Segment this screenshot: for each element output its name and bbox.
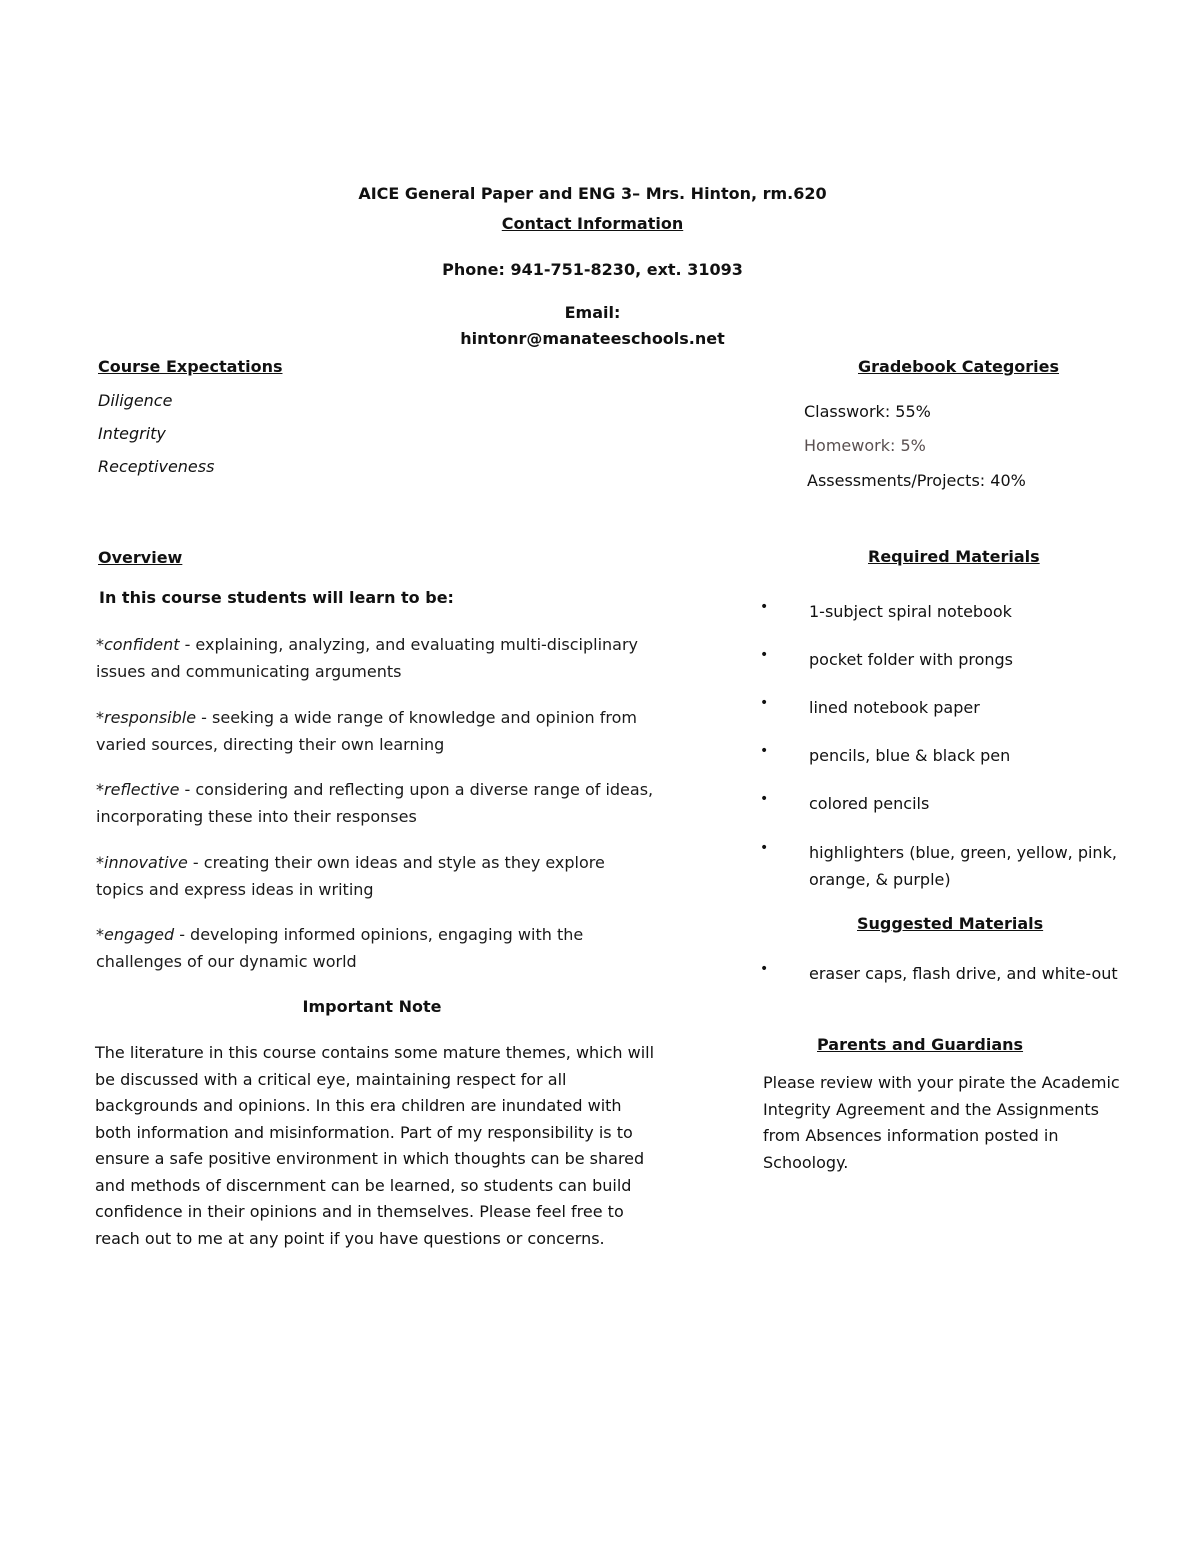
important-note-heading: Important Note [302,997,442,1016]
parents-guardians-body: Please review with your pirate the Academic Integrity Agreement and the Assignments from Absences information posted in Schoology. [763,1073,1120,1172]
trait-prefix: * [96,708,104,727]
overview-intro: In this course students will learn to be: [99,588,454,607]
parents-guardians-heading: Parents and Guardians [817,1035,1024,1054]
required-material-item: pocket folder with prongs [809,650,1014,669]
trait-description: - seeking a wide range of knowledge and opinion from varied sources, directing their own learning [96,708,637,754]
bullet-icon: • [760,840,769,856]
expectation-item: Integrity [98,424,166,443]
required-material-item: highlighters (blue, green, yellow, pink, orange, & purple) [809,843,1117,889]
phone-number: Phone: 941-751-8230, ext. 31093 [442,260,743,279]
trait-term: engaged [104,925,175,944]
trait-paragraph [96,850,656,903]
expectation-item: Diligence [98,391,173,410]
trait-prefix: * [96,780,104,799]
trait-description: - explaining, analyzing, and evaluating multi-disciplinary issues and communicating arguments [96,635,639,681]
bullet-icon: • [760,647,769,663]
required-material-item: lined notebook paper [809,698,980,717]
course-expectations-heading: Course Expectations [98,357,283,376]
contact-heading: Contact Information [501,214,684,233]
bullet-icon: • [760,599,769,615]
trait-description: - developing informed opinions, engaging with the challenges of our dynamic world [96,925,584,971]
important-note-body: The literature in this course contains some mature themes, which will be discussed with a critical eye, maintaining respect for all backgrounds and opinions. In this era children are inundated with both information and misinformation. Part of my responsibility is to ensure a safe positive environment in which thoughts can be shared and methods of discernment can be learned, so students can build confidence in their opinions and in themselves. Please feel free to reach out to me at any point if you have questions or concerns. [95,1043,655,1248]
required-material-item: colored pencils [809,794,930,813]
email-address[interactable]: hintonr@manateeschools.net [460,329,725,348]
required-material-item: 1-subject spiral notebook [809,602,1012,621]
trait-term: reflective [104,780,180,799]
gradebook-item: Classwork: 55% [804,402,931,421]
bullet-icon: • [760,961,769,977]
trait-description: - creating their own ideas and style as they explore topics and express ideas in writing [96,853,605,899]
email-label: Email: [564,303,621,322]
trait-paragraph [96,922,656,975]
trait-term: innovative [104,853,188,872]
bullet-icon: • [760,743,769,759]
trait-description: - considering and reflecting upon a diverse range of ideas, incorporating these into their responses [96,780,654,826]
gradebook-item: Assessments/Projects: 40% [807,471,1026,490]
trait-paragraph [96,705,656,758]
suggested-material-item: eraser caps, flash drive, and white-out [809,964,1118,983]
trait-term: confident [104,635,180,654]
trait-prefix: * [96,853,104,872]
bullet-icon: • [760,791,769,807]
trait-term: responsible [104,708,197,727]
gradebook-heading: Gradebook Categories [858,357,1060,376]
overview-heading: Overview [98,548,183,567]
document-title: AICE General Paper and ENG 3– Mrs. Hinton, rm.620 [358,184,827,203]
gradebook-item: Homework: 5% [804,436,926,455]
trait-prefix: * [96,635,104,654]
trait-prefix: * [96,925,104,944]
trait-paragraph [96,632,656,685]
suggested-materials-heading: Suggested Materials [857,914,1044,933]
required-materials-heading: Required Materials [868,547,1040,566]
required-material-item: pencils, blue & black pen [809,746,1011,765]
expectation-item: Receptiveness [98,457,215,476]
trait-paragraph [96,777,656,830]
bullet-icon: • [760,695,769,711]
